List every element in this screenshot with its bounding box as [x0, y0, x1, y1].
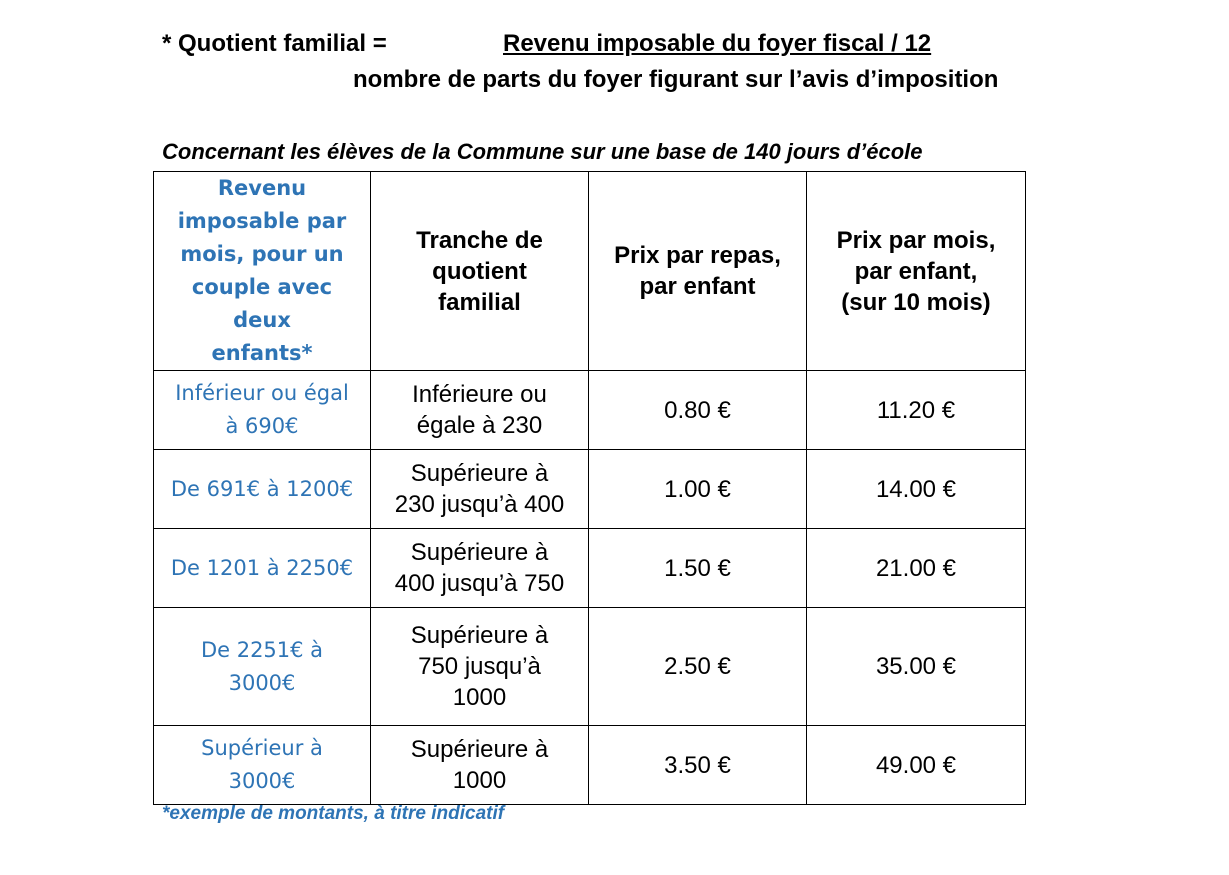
cell-tranche: Supérieure à 1000	[371, 726, 589, 805]
header-prix-repas: Prix par repas, par enfant	[589, 172, 807, 371]
cell-tranche: Supérieure à 230 jusqu’à 400	[371, 450, 589, 529]
cell-prix-repas: 1.50 €	[589, 529, 807, 608]
pricing-table	[153, 171, 1026, 805]
cell-revenu: Supérieur à 3000€	[154, 726, 371, 805]
table-row	[154, 608, 1026, 726]
header-revenu: Revenu imposable par mois, pour un couple avec deux enfants*	[154, 172, 371, 371]
cell-prix-mois: 35.00 €	[807, 608, 1026, 726]
cell-revenu: Inférieur ou égal à 690€	[154, 371, 371, 450]
cell-prix-mois: 11.20 €	[807, 371, 1026, 450]
cell-tranche: Inférieure ou égale à 230	[371, 371, 589, 450]
cell-prix-mois: 21.00 €	[807, 529, 1026, 608]
header-prix-mois: Prix par mois, par enfant, (sur 10 mois)	[807, 172, 1026, 371]
table-row	[154, 371, 1026, 450]
cell-prix-mois: 14.00 €	[807, 450, 1026, 529]
table-row	[154, 529, 1026, 608]
formula-numerator: Revenu imposable du foyer fiscal / 12	[503, 30, 932, 57]
formula-denominator: nombre de parts du foyer figurant sur l’avis d’imposition	[353, 66, 999, 93]
cell-prix-repas: 2.50 €	[589, 608, 807, 726]
cell-prix-repas: 1.00 €	[589, 450, 807, 529]
cell-prix-repas: 3.50 €	[589, 726, 807, 805]
cell-revenu: De 691€ à 1200€	[154, 450, 371, 529]
cell-prix-repas: 0.80 €	[589, 371, 807, 450]
table-header-row	[154, 172, 1026, 371]
table-row	[154, 450, 1026, 529]
cell-tranche: Supérieure à 400 jusqu’à 750	[371, 529, 589, 608]
subtitle: Concernant les élèves de la Commune sur une base de 140 jours d’école	[162, 139, 923, 164]
table-row	[154, 726, 1026, 805]
cell-revenu: De 2251€ à 3000€	[154, 608, 371, 726]
formula-label: * Quotient familial =	[162, 30, 387, 57]
footnote: *exemple de montants, à titre indicatif	[162, 803, 505, 824]
header-tranche: Tranche de quotient familial	[371, 172, 589, 371]
cell-tranche: Supérieure à 750 jusqu’à 1000	[371, 608, 589, 726]
cell-prix-mois: 49.00 €	[807, 726, 1026, 805]
cell-revenu: De 1201 à 2250€	[154, 529, 371, 608]
